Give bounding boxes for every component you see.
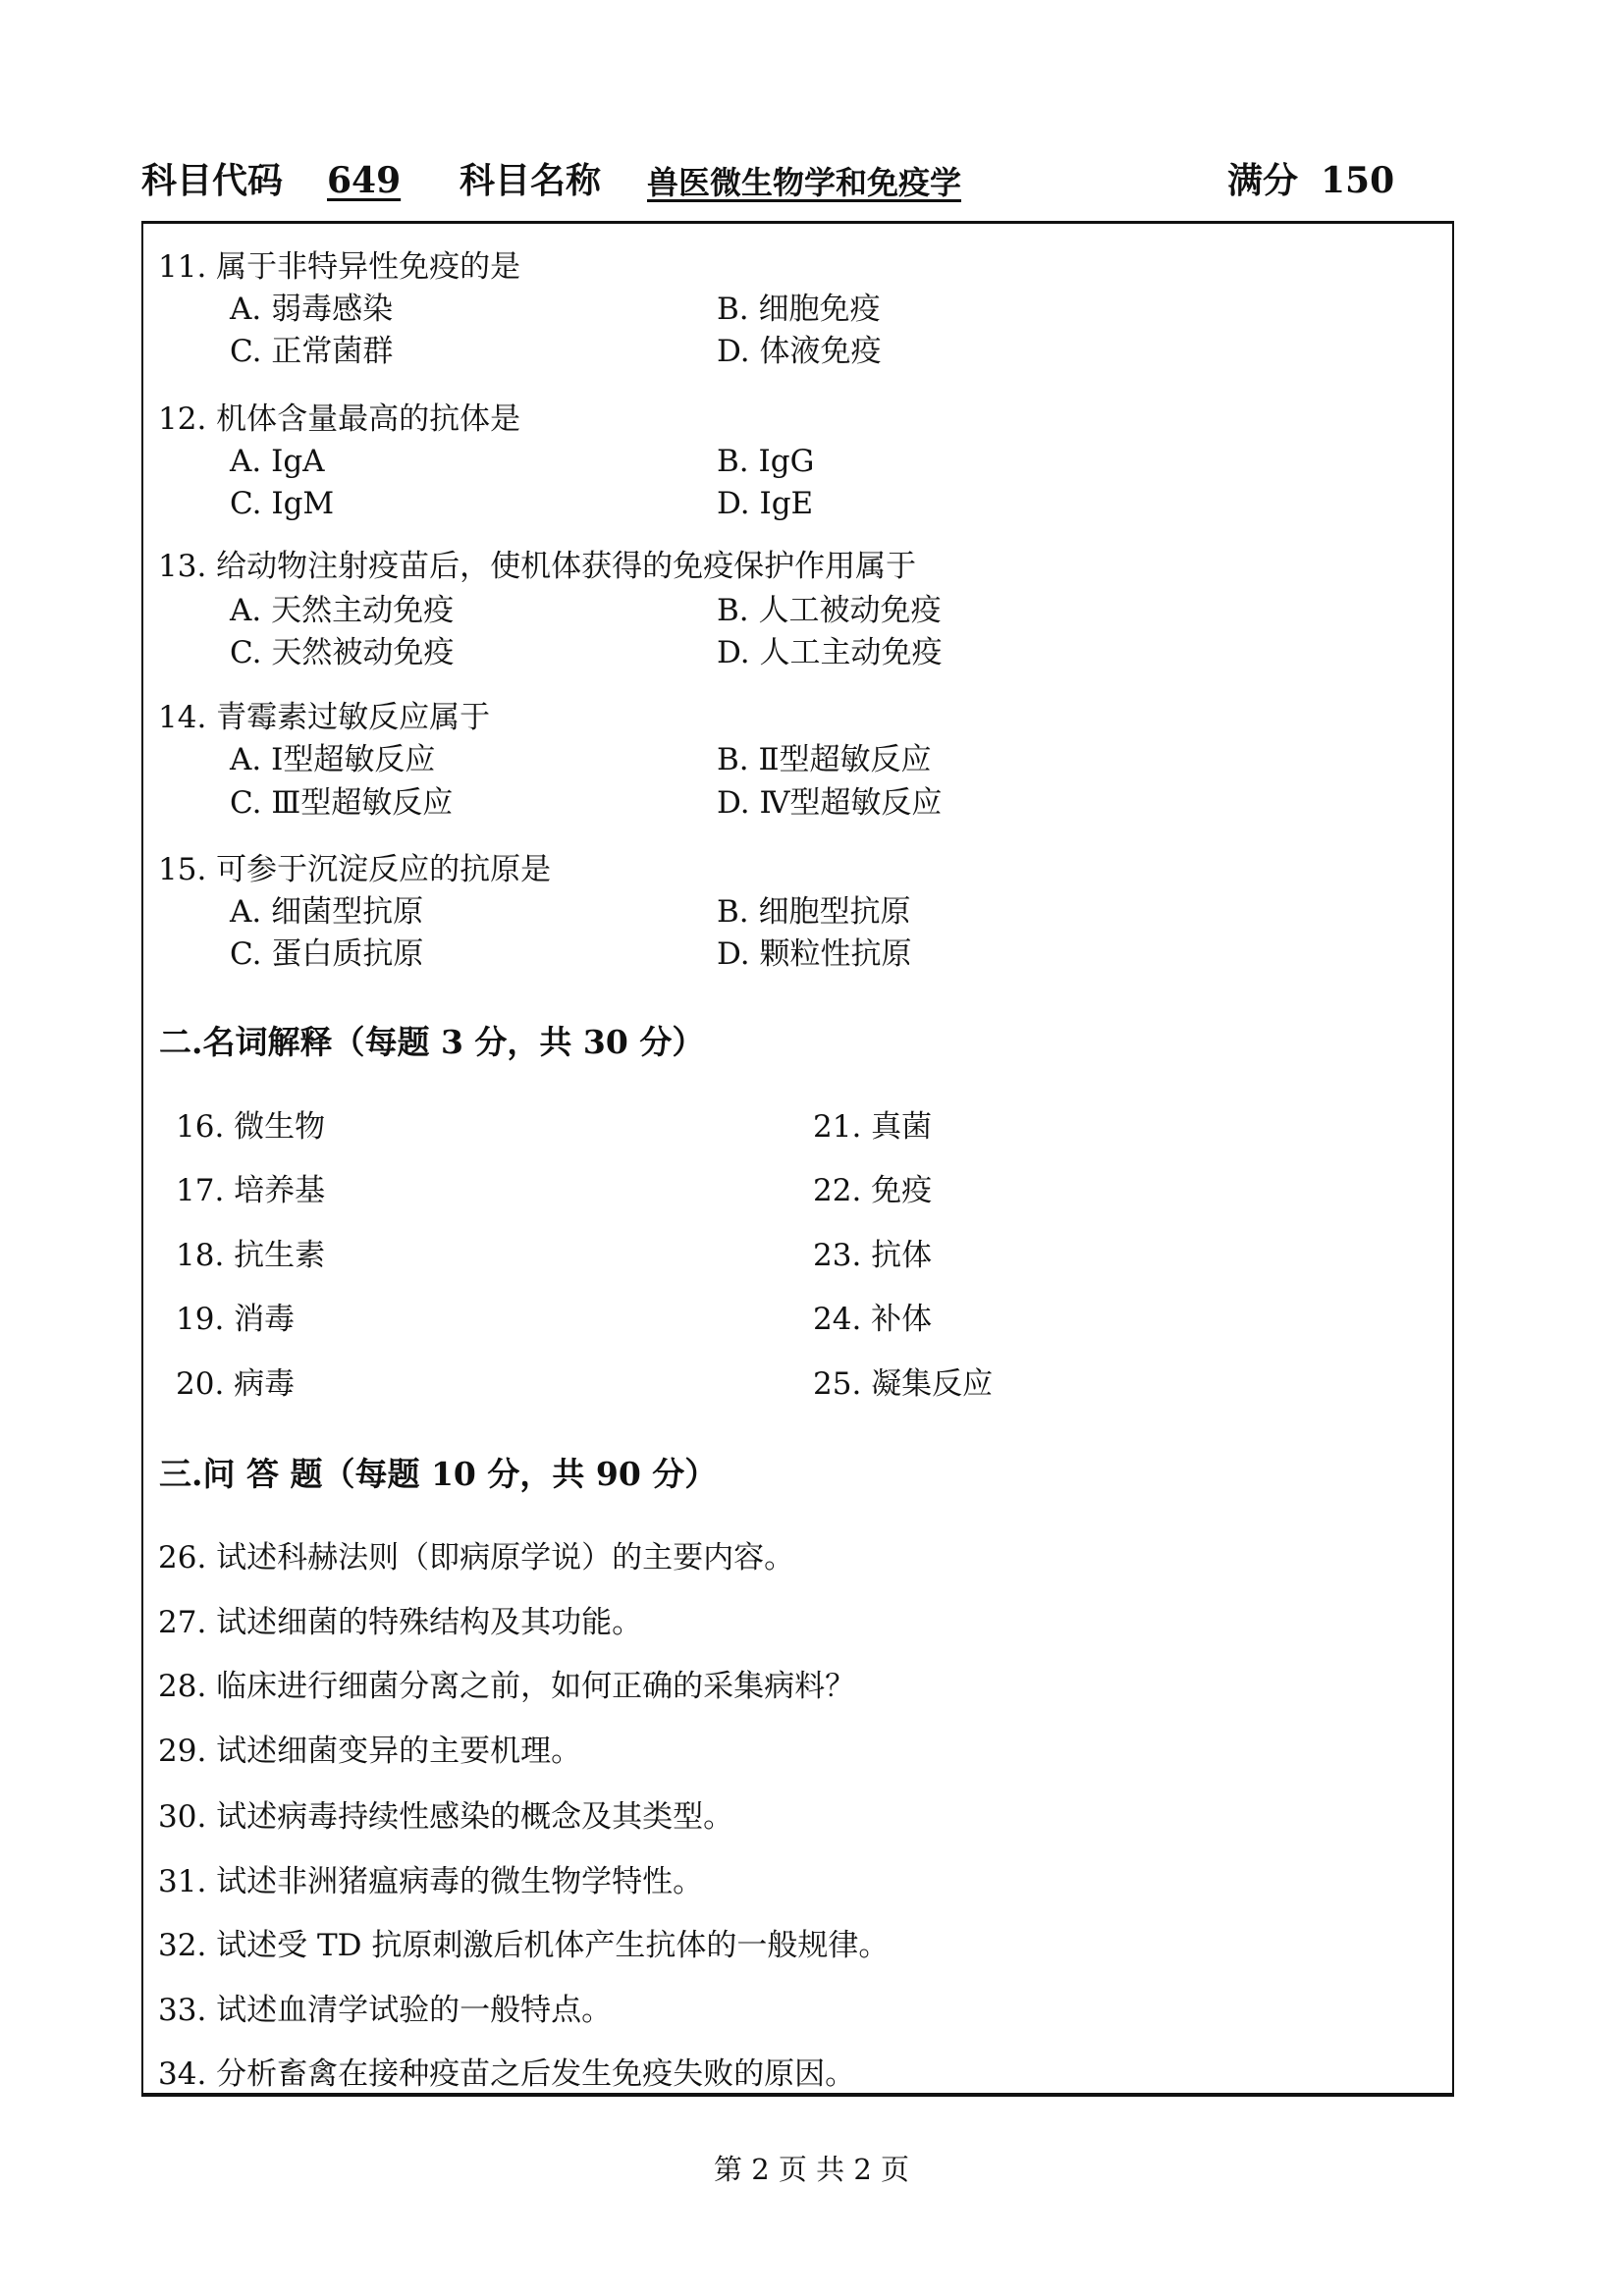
option-15-d: D. 颗粒性抗原 (717, 936, 912, 972)
option-12-c: C. IgM (230, 486, 335, 521)
option-13-c: C. 天然被动免疫 (230, 635, 455, 670)
subject-code: 649 (327, 160, 402, 201)
full-score: 150 (1321, 160, 1395, 201)
term-22: 22. 免疫 (813, 1173, 933, 1208)
option-11-a: A. 弱毒感染 (230, 292, 394, 327)
full-score-label: 满分 (1227, 160, 1299, 201)
question-15: 15. 可参于沉淀反应的抗原是 (158, 852, 552, 887)
question-26: 26. 试述科赫法则（即病原学说）的主要内容。 (158, 1540, 795, 1575)
option-11-b: B. 细胞免疫 (717, 292, 881, 327)
question-32: 32. 试述受 TD 抗原刺激后机体产生抗体的一般规律。 (158, 1928, 890, 1963)
option-13-a: A. 天然主动免疫 (230, 593, 455, 628)
question-27: 27. 试述细菌的特殊结构及其功能。 (158, 1605, 643, 1640)
term-19: 19. 消毒 (176, 1302, 296, 1337)
question-28: 28. 临床进行细菌分离之前，如何正确的采集病料？ (158, 1669, 856, 1704)
subject-code-label: 科目代码 (141, 160, 284, 201)
section-3-title: 三.问 答 题（每题 10 分，共 90 分） (159, 1455, 718, 1493)
question-11: 11. 属于非特异性免疫的是 (158, 249, 521, 285)
option-14-a: A. Ⅰ型超敏反应 (230, 742, 436, 777)
subject-name: 兽医微生物学和免疫学 (647, 164, 962, 201)
page-number: 第 2 页 共 2 页 (714, 2153, 909, 2186)
term-24: 24. 补体 (813, 1302, 933, 1337)
option-12-b: B. IgG (717, 444, 815, 479)
question-30: 30. 试述病毒持续性感染的概念及其类型。 (158, 1799, 734, 1835)
option-11-d: D. 体液免疫 (717, 334, 882, 369)
option-14-d: D. Ⅳ型超敏反应 (717, 785, 943, 821)
term-25: 25. 凝集反应 (813, 1366, 994, 1402)
term-23: 23. 抗体 (813, 1238, 933, 1273)
option-14-c: C. Ⅲ型超敏反应 (230, 785, 454, 821)
option-13-b: B. 人工被动免疫 (717, 593, 942, 628)
option-13-d: D. 人工主动免疫 (717, 635, 943, 670)
term-20: 20. 病毒 (176, 1366, 296, 1402)
option-11-c: C. 正常菌群 (230, 334, 394, 369)
question-12: 12. 机体含量最高的抗体是 (158, 401, 521, 437)
option-15-c: C. 蛋白质抗原 (230, 936, 424, 972)
option-12-d: D. IgE (717, 486, 814, 521)
question-33: 33. 试述血清学试验的一般特点。 (158, 1993, 613, 2028)
term-21: 21. 真菌 (813, 1109, 933, 1145)
term-18: 18. 抗生素 (176, 1238, 326, 1273)
option-14-b: B. Ⅱ型超敏反应 (717, 742, 932, 777)
question-31: 31. 试述非洲猪瘟病毒的微生物学特性。 (158, 1864, 704, 1899)
question-13: 13. 给动物注射疫苗后，使机体获得的免疫保护作用属于 (158, 549, 917, 584)
question-14: 14. 青霉素过敏反应属于 (158, 700, 491, 735)
option-15-b: B. 细胞型抗原 (717, 894, 911, 930)
question-29: 29. 试述细菌变异的主要机理。 (158, 1734, 582, 1769)
section-2-title: 二.名词解释（每题 3 分，共 30 分） (159, 1023, 705, 1061)
term-17: 17. 培养基 (176, 1173, 326, 1208)
question-34: 34. 分析畜禽在接种疫苗之后发生免疫失败的原因。 (158, 2056, 856, 2092)
subject-name-label: 科目名称 (460, 160, 602, 201)
option-12-a: A. IgA (230, 444, 325, 479)
term-16: 16. 微生物 (176, 1109, 326, 1145)
option-15-a: A. 细菌型抗原 (230, 894, 424, 930)
